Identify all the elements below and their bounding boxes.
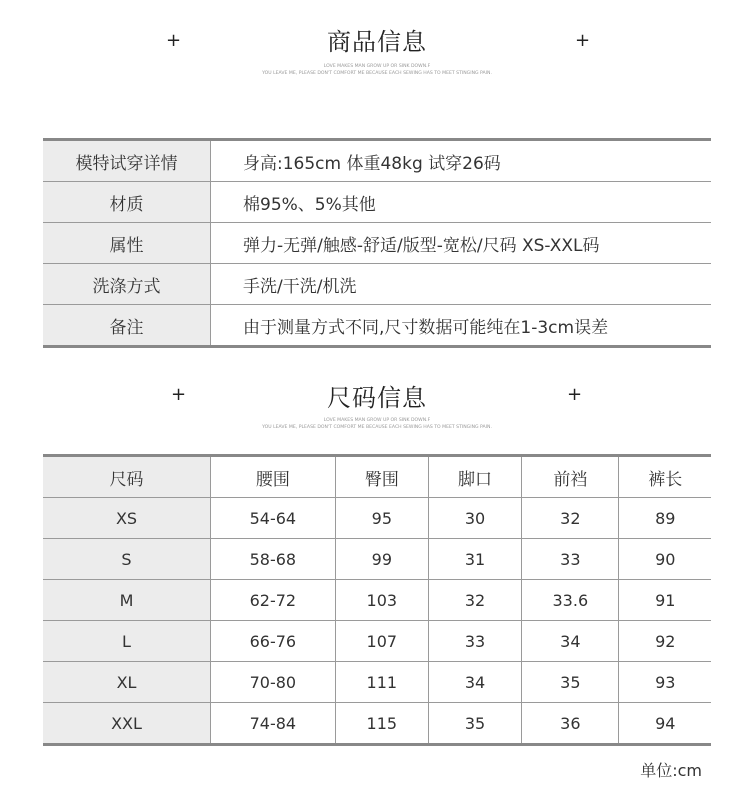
size-header-cell: 臀围 [335,456,428,498]
size-cell: 34 [428,662,521,703]
size-cell: M [43,580,211,621]
product-info-header [0,0,754,80]
size-info-subtitle-1: LOVE MAKES MAN GROW UP OR SINK DOWN.F [323,418,431,423]
size-cell: 107 [335,621,428,662]
size-cell: 54-64 [211,498,336,539]
size-header-cell: 脚口 [428,456,521,498]
info-label: 材质 [43,182,211,223]
size-cell: 89 [619,498,711,539]
info-value: 弹力-无弹/触感-舒适/版型-宽松/尺码 XS-XXL码 [211,223,712,264]
size-info-title: 尺码信息 [327,384,427,412]
size-cell: 99 [335,539,428,580]
size-cell: 103 [335,580,428,621]
size-cell: S [43,539,211,580]
plus-icon-right: + [567,384,583,405]
size-cell: 91 [619,580,711,621]
size-cell: 33.6 [522,580,619,621]
info-value: 身高:165cm 体重48kg 试穿26码 [211,140,712,182]
size-cell: 90 [619,539,711,580]
size-header-cell: 裤长 [619,456,711,498]
size-cell: 70-80 [211,662,336,703]
size-cell: L [43,621,211,662]
size-cell: 32 [522,498,619,539]
size-header-cell: 腰围 [211,456,336,498]
info-row-material [43,182,711,223]
size-cell: 58-68 [211,539,336,580]
table-row [43,539,711,580]
table-row [43,662,711,703]
size-cell: 74-84 [211,703,336,745]
size-cell: 31 [428,539,521,580]
unit-note: 单位:cm [640,761,702,780]
size-cell: 94 [655,713,676,733]
size-header-cell: 前裆 [522,456,619,498]
size-cell: 66-76 [211,621,336,662]
size-cell: 115 [335,703,428,745]
size-cell: XXL [43,703,211,745]
size-cell: 33 [522,539,619,580]
size-info-subtitle-2: YOU LEAVE ME, PLEASE DON'T COMFORT ME BECAUSE EACH SEWING HAS TO MEET STINGING PAIN. [262,425,492,430]
info-row-washing [43,264,711,305]
product-info-subtitle-1: LOVE MAKES MAN GROW UP OR SINK DOWN.F [323,64,431,69]
size-cell: 34 [522,621,619,662]
size-info-header [0,360,754,440]
size-cell: 30 [428,498,521,539]
size-cell: 35 [522,662,619,703]
plus-icon-right: + [575,30,591,51]
size-cell: 62-72 [211,580,336,621]
plus-icon-left: + [166,30,182,51]
size-table-header-row [43,456,711,498]
table-row [43,580,711,621]
info-value: 手洗/干洗/机洗 [211,264,712,305]
size-cell: 36 [522,703,619,745]
product-info-table [43,138,711,348]
size-cell: XL [43,662,211,703]
info-label: 属性 [43,223,211,264]
size-cell: 35 [428,703,521,745]
plus-icon-left: + [171,384,187,405]
size-cell: 95 [335,498,428,539]
info-label: 洗涤方式 [43,264,211,305]
info-row-remark [43,305,711,347]
product-info-subtitle-2: YOU LEAVE ME, PLEASE DON'T COMFORT ME BECAUSE EACH SEWING HAS TO MEET STINGING PAIN. [262,71,492,76]
info-value: 由于测量方式不同,尺寸数据可能纯在1-3cm误差 [243,317,609,338]
size-cell: 92 [619,621,711,662]
info-label: 模特试穿详情 [43,140,211,182]
size-header-cell: 尺码 [43,456,211,498]
size-cell: 111 [335,662,428,703]
size-cell: 93 [619,662,711,703]
size-table [43,454,711,746]
product-info-title: 商品信息 [327,28,427,56]
table-row [43,621,711,662]
size-cell: 32 [428,580,521,621]
info-row-attributes [43,223,711,264]
table-row [43,703,711,745]
table-row [43,498,711,539]
info-value: 棉95%、5%其他 [211,182,712,223]
info-label: 备注 [43,305,211,347]
size-cell: 33 [428,621,521,662]
size-cell: XS [43,498,211,539]
info-row-model [43,140,711,182]
